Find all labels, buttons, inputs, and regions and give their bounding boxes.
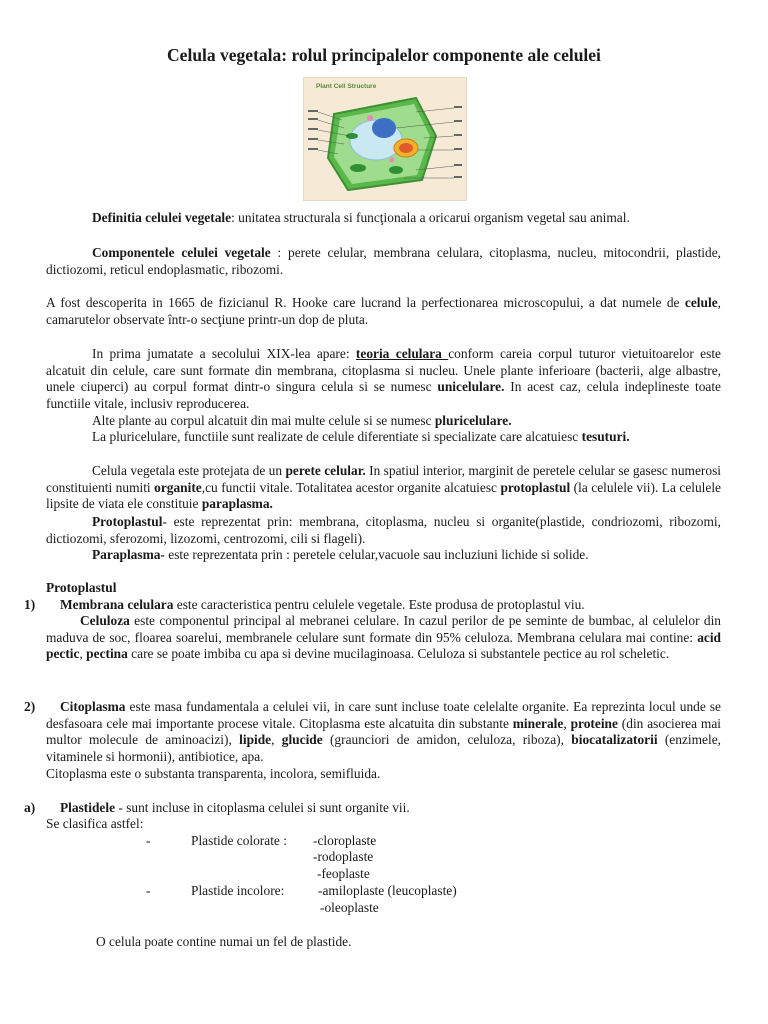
theory-bold-unicelulare: unicelulare.	[437, 379, 505, 395]
cellulose-paragraph	[46, 613, 721, 663]
wall-bold-3: protoplastul	[500, 479, 571, 495]
colored-item-rodoplaste: -rodoplaste	[313, 849, 374, 864]
item-number-1: 1)	[24, 597, 36, 612]
item-number-2: 2)	[24, 699, 36, 714]
cytoplasm-bold-lipide: lipide	[239, 732, 272, 748]
hooke-text-2: , camarutelor observate într-o secţiune printr-un dop de pluta.	[46, 295, 721, 327]
colorless-item-amiloplaste: -amiloplaste (leucoplaste)	[318, 883, 457, 898]
cytoplasm-bold-proteine: proteine	[570, 715, 618, 731]
components-label: Componentele celulei vegetale	[92, 245, 271, 260]
colorless-item-oleoplaste: -oleoplaste	[320, 900, 379, 915]
cytoplasm-text-5: (graunciori de amidon, celuloza, riboza),	[322, 732, 572, 748]
tesuturi-line	[92, 429, 630, 446]
protoplast-heading-text: Protoplastul	[46, 580, 117, 595]
protoplast-heading	[46, 580, 116, 597]
cytoplasm-bold-minerale: minerale	[512, 715, 564, 731]
wall-bold-4: paraplasma.	[201, 496, 273, 512]
plant-cell-figure	[303, 77, 467, 201]
alte-text: Alte plante au corpul alcatuit din mai multe celule si se numesc	[92, 413, 435, 428]
definition-label: Definitia celulei vegetale	[92, 210, 232, 225]
cellulose-label: Celuloza	[80, 613, 130, 628]
membrane-label: Membrana celulara	[60, 597, 174, 612]
figure-title: Plant Cell Structure	[316, 83, 377, 90]
cell-theory-paragraph	[46, 346, 721, 413]
cell-wall-paragraph	[46, 463, 721, 513]
theory-text-3: In acest caz, celula indeplineste toate functiile vitale, inclusiv reproducerea.	[46, 379, 722, 412]
cytoplasm-summary: Citoplasma este o substanta transparenta, incolora, semifluida.	[46, 766, 381, 781]
components-text: : perete celular, membrana celulara, citoplasma, nucleu, mitocondrii, plastide, dictiozomi, reticul endoplasmatic, ribozomi.	[46, 245, 721, 277]
cellulose-sep: ,	[79, 646, 87, 662]
plastids-line	[60, 800, 410, 817]
definition-paragraph	[46, 210, 721, 227]
hooke-paragraph	[46, 295, 721, 328]
plastids-text: - sunt incluse in citoplasma celulei si sunt organite vii.	[115, 800, 410, 815]
colorless-plastids-label: Plastide incolore:	[191, 883, 285, 898]
alte-bold: pluricelulare.	[434, 413, 512, 428]
colored-item-feoplaste: -feoplaste	[317, 866, 370, 881]
cytoplasm-text-1: este masa fundamentala a celulei vii, in care sunt incluse toate celelalte organite. Ea reprezinta locul unde se desfasoara cele mai importante procese vitale. Citoplasma este alcatuita din substante	[46, 699, 721, 731]
definition-text: : unitatea structurala si funcţionala a oricarui organism vegetal sau animal.	[231, 210, 630, 225]
page-title: Celula vegetala: rolul principalelor componente ale celulei	[167, 45, 601, 65]
paraplasma-text: este reprezentata prin : peretele celular,vacuole sau incluziuni lichide si solide.	[164, 547, 589, 562]
colorless-dash: -	[146, 883, 151, 898]
cytoplasm-bold-glucide: glucide	[281, 732, 323, 748]
theory-bold-underlined: teoria celulara	[355, 346, 449, 361]
cytoplasm-text-6: (enzimele, vitaminele si hormonii), antibiotice, apa.	[46, 732, 721, 765]
protoplast-text: - este reprezentat prin: membrana, citoplasma, nucleu si organite(plastide, condriozomi, ribozomi, dictiozomi, sferozomi, lizozomi, centrozomi, cili si flageli).	[46, 514, 721, 546]
wall-bold-2: organite	[154, 479, 202, 495]
cellulose-bold-acid: acid pectic	[46, 629, 721, 662]
membrane-text: este caracteristica pentru celulele vegetale. Este produsa de protoplastul viu.	[173, 597, 585, 612]
cytoplasm-bold-biocatalizatorii: biocatalizatorii	[571, 732, 658, 748]
plant-cell-diagram-icon	[304, 78, 466, 200]
hooke-text-1: A fost descoperita in 1665 de fizicianul R. Hooke care lucrand la perfectionarea microscopului, a dat numele de	[46, 295, 685, 310]
colored-plastids-label: Plastide colorate :	[191, 833, 287, 848]
protoplast-label: Protoplastul	[92, 514, 163, 529]
paraplasma-definition	[46, 547, 721, 564]
theory-text-1: In prima jumatate a secolului XIX-lea apare:	[92, 346, 356, 361]
wall-bold-1: perete celular.	[285, 463, 366, 478]
cytoplasm-paragraph	[46, 699, 721, 766]
cellulose-text-1: este componentul principal al mebranei celulare. In cazul perilor de pe seminte de bumbac, al celulelor din maduva de soc, floarea soarelui, membranele celulare sunt formate din 95% celuloza. Membrana celulara mai contine:	[46, 613, 721, 645]
protoplast-definition	[46, 514, 721, 547]
wall-text-3: ,cu functii vitale. Totalitatea acestor organite alcatuiesc	[201, 479, 501, 495]
paraplasma-label: Paraplasma-	[92, 547, 165, 562]
components-paragraph	[46, 245, 721, 278]
plastids-classification: Se clasifica astfel:	[46, 816, 144, 831]
membrane-line	[60, 597, 585, 614]
colored-item-cloroplaste: -cloroplaste	[313, 833, 377, 848]
wall-text-2: In spatiul interior, marginit de peretele celular se gasesc numerosi constituienti numiti	[46, 463, 721, 495]
colored-dash: -	[146, 833, 151, 848]
pluricelular-line	[92, 413, 512, 430]
pluri-bold: tesuturi.	[581, 429, 630, 444]
wall-text-1: Celula vegetala este protejata de un	[92, 463, 286, 478]
cytoplasm-sep-2: ,	[271, 732, 282, 748]
hooke-bold-celule: celule	[684, 295, 718, 310]
theory-text-2: conform careia corpul tuturor vietuitoarelor este alcatuit din celule, care sunt formate din membrana, citoplasma si nucleu. Unele plante inferioare (bacterii, alge albastre, unele ciuperci) au corpul format dintr-o singura celula si se numesc	[46, 346, 721, 395]
cytoplasm-text-3: (din asocierea mai multor molecule de aminoacizi),	[46, 715, 721, 748]
plastids-final-note: O celula poate contine numai un fel de plastide.	[96, 934, 352, 949]
cellulose-text-3: care se poate imbiba cu apa si devine mucilaginoasa. Celuloza si substantele pectice au rol scheletic.	[127, 646, 670, 662]
item-letter-a: a)	[24, 800, 36, 815]
pluri-text: La pluricelulare, functiile sunt realizate de celule diferentiate si specializate care alcatuiesc	[92, 429, 582, 444]
wall-text-4: (la celulele vii). La celulele lipsite de viata ele constituie	[46, 479, 721, 512]
cytoplasm-label: Citoplasma	[60, 699, 126, 714]
plastids-label: Plastidele	[60, 800, 116, 815]
cellulose-bold-pectina: pectina	[86, 646, 128, 662]
cytoplasm-sep-1: ,	[563, 715, 571, 731]
